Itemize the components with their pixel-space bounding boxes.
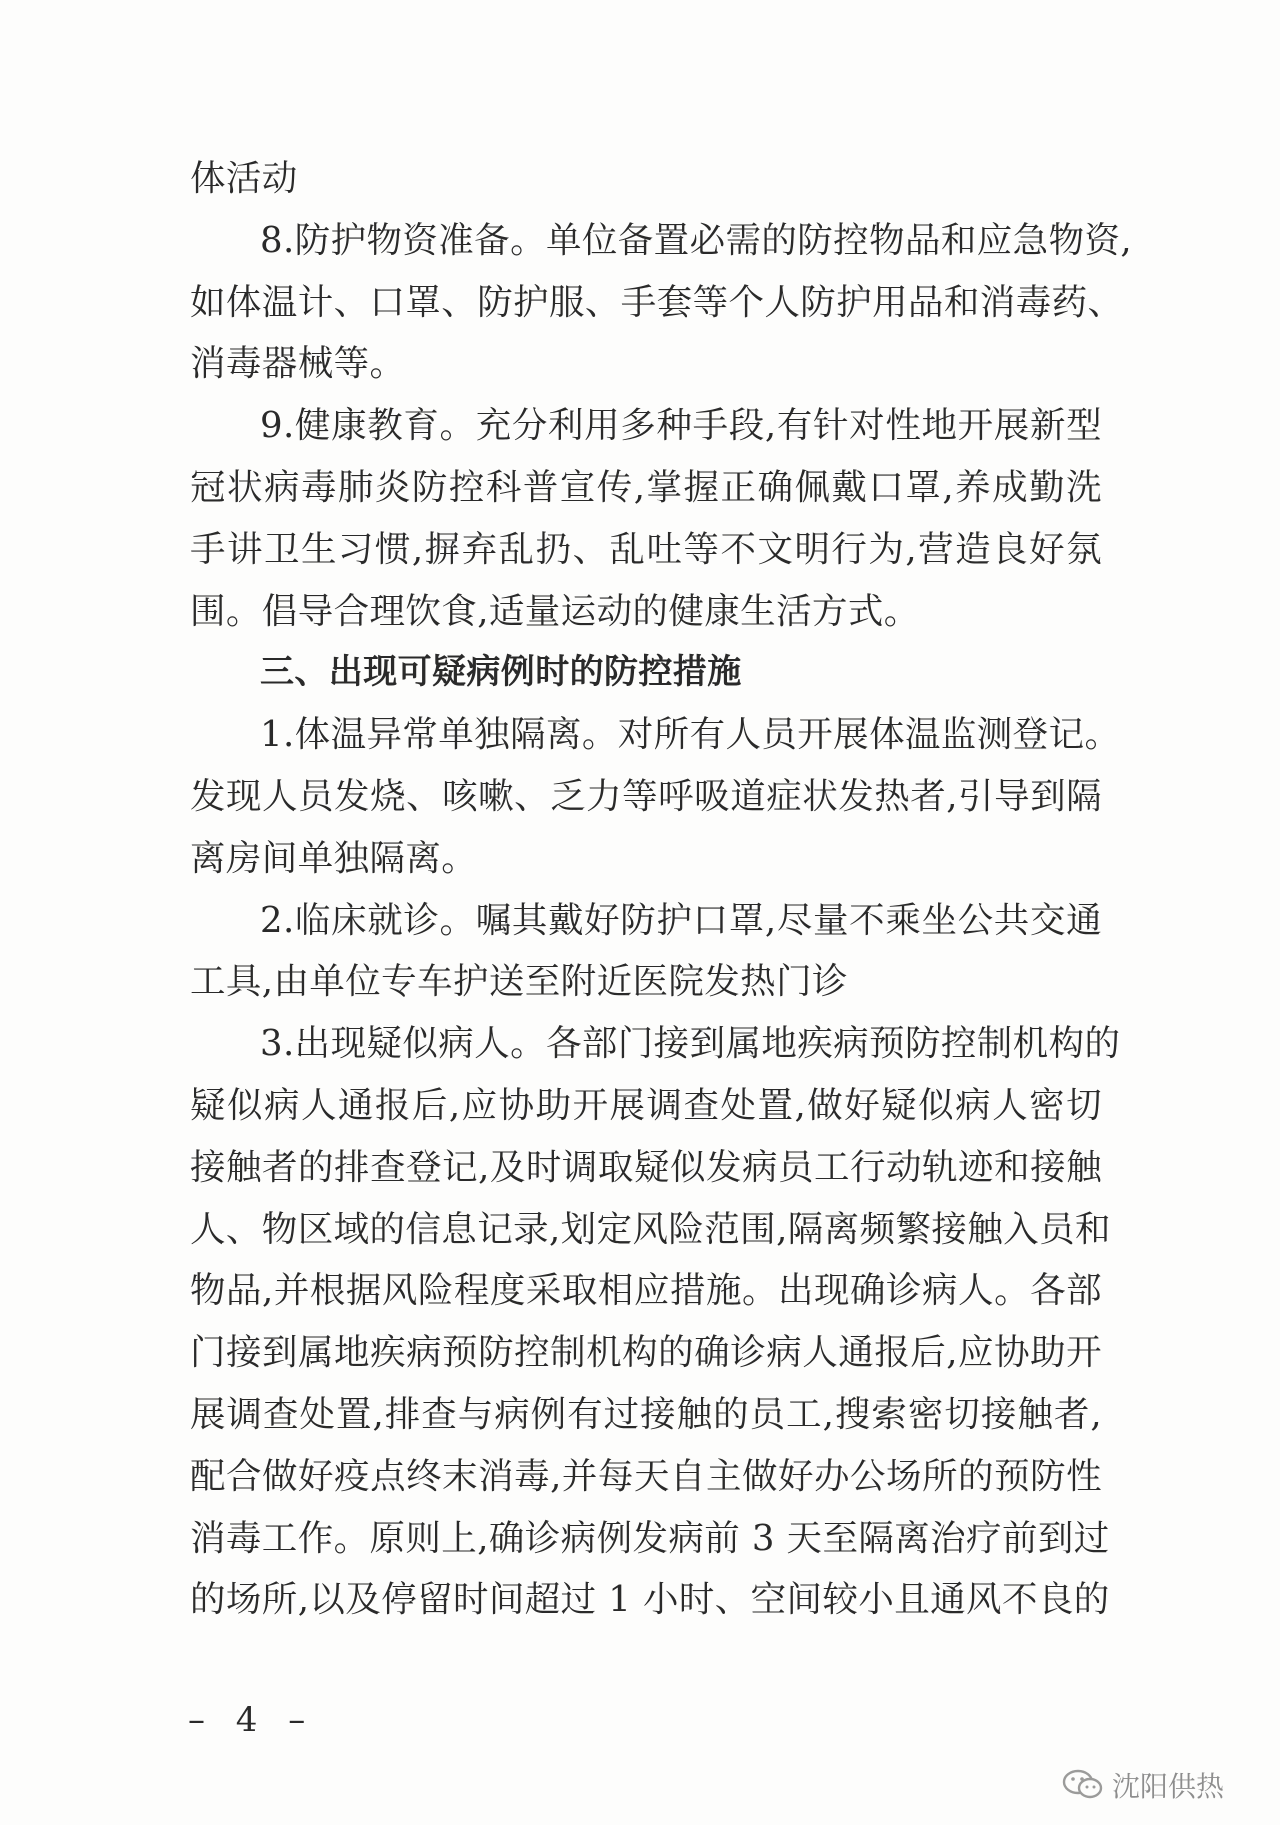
text-line: 冠状病毒肺炎防控科普宣传,掌握正确佩戴口罩,养成勤洗 <box>190 466 1102 508</box>
text-line: 1.体温异常单独隔离。对所有人员开展体温监测登记。 <box>260 714 1121 756</box>
text-line: 离房间单独隔离。 <box>190 837 478 879</box>
text-line: 疑似病人通报后,应协助开展调查处置,做好疑似病人密切 <box>190 1084 1102 1126</box>
text-line: 展调查处置,排查与病例有过接触的员工,搜索密切接触者, <box>190 1393 1102 1435</box>
wechat-icon <box>1062 1768 1104 1802</box>
text-line: 门接到属地疾病预防控制机构的确诊病人通报后,应协助开 <box>190 1332 1102 1374</box>
section-heading: 三、出现可疑病例时的防控措施 <box>260 652 742 693</box>
watermark-label: 沈阳供热 <box>1112 1770 1225 1803</box>
text-line: 发现人员发烧、咳嗽、乏力等呼吸道症状发热者,引导到隔 <box>190 775 1102 817</box>
text-line: 8.防护物资准备。单位备置必需的防控物品和应急物资, <box>260 219 1133 261</box>
text-line: 的场所,以及停留时间超过 1 小时、空间较小且通风不良的 <box>190 1579 1110 1621</box>
document-body <box>190 148 1133 1631</box>
text-line: 物品,并根据风险程度采取相应措施。出现确诊病人。各部 <box>190 1270 1102 1312</box>
text-line: 接触者的排查登记,及时调取疑似发病员工行动轨迹和接触 <box>190 1146 1102 1188</box>
text-line: 消毒工作。原则上,确诊病例发病前 3 天至隔离治疗前到过 <box>190 1517 1110 1559</box>
text-line: 体活动 <box>190 158 298 199</box>
text-line: 9.健康教育。充分利用多种手段,有针对性地开展新型 <box>260 405 1102 447</box>
text-line: 手讲卫生习惯,摒弃乱扔、乱吐等不文明行为,营造良好氛 <box>190 528 1102 570</box>
page-number: – 4 – <box>188 1700 316 1740</box>
text-line: 如体温计、口罩、防护服、手套等个人防护用品和消毒药、 <box>190 281 1124 323</box>
text-line: 3.出现疑似病人。各部门接到属地疾病预防控制机构的 <box>260 1023 1121 1065</box>
text-line: 围。倡导合理饮食,适量运动的健康生活方式。 <box>190 590 920 632</box>
text-line: 工具,由单位专车护送至附近医院发热门诊 <box>190 961 848 1003</box>
text-line: 配合做好疫点终末消毒,并每天自主做好办公场所的预防性 <box>190 1455 1102 1497</box>
text-line: 消毒器械等。 <box>190 343 406 385</box>
text-line: 人、物区域的信息记录,划定风险范围,隔离频繁接触入员和 <box>190 1208 1111 1250</box>
watermark <box>1062 1765 1224 1805</box>
text-line: 2.临床就诊。嘱其戴好防护口罩,尽量不乘坐公共交通 <box>260 899 1102 941</box>
